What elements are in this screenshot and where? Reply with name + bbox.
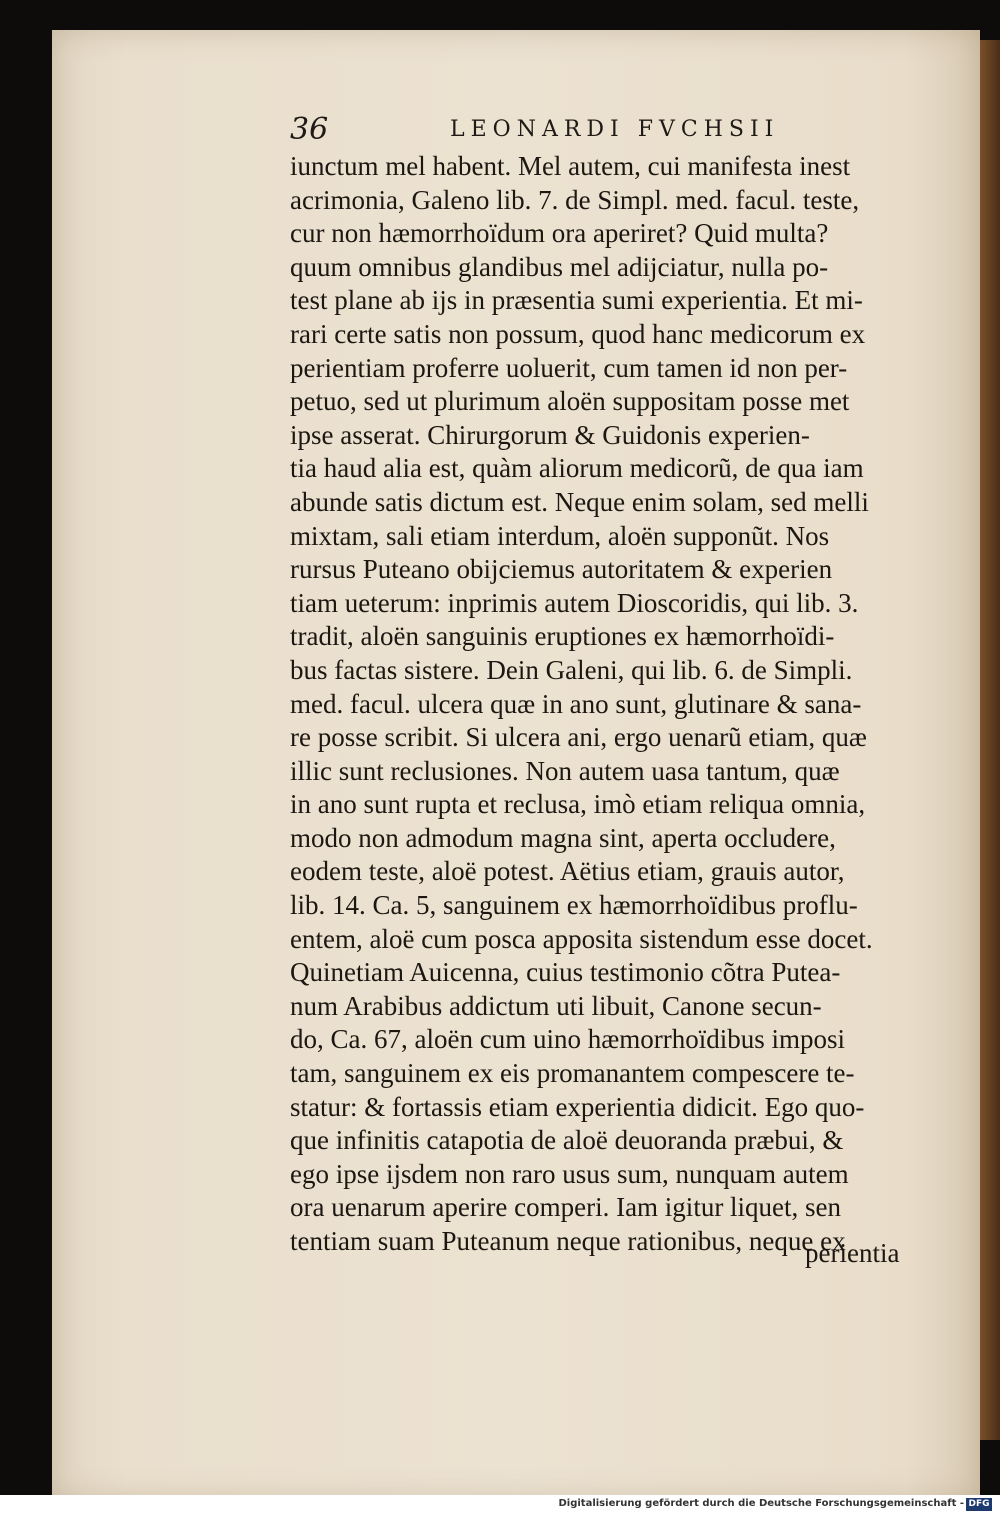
text-line: modo non admodum magna sint, aperta occludere,	[290, 822, 836, 853]
text-line: que infinitis catapotia de aloë deuoranda præbui, &	[290, 1125, 844, 1156]
text-line: tradit, aloën sanguinis eruptiones ex hæmorrhoïdi-	[290, 621, 835, 652]
text-line: bus factas sistere. Dein Galeni, qui lib. 6. de Simpli.	[290, 654, 853, 685]
text-line: abunde satis dictum est. Neque enim solam, sed melli	[290, 486, 869, 517]
text-line: rursus Puteano obijciemus autoritatem & experien	[290, 554, 833, 585]
text-line: acrimonia, Galeno lib. 7. de Simpl. med. facul. teste,	[290, 184, 860, 215]
text-line: ego ipse ijsdem non raro usus sum, nunquam autem	[290, 1158, 849, 1189]
text-line: entem, aloë cum posca apposita sistendum esse docet.	[290, 923, 873, 954]
text-line: med. facul. ulcera quæ in ano sunt, glutinare & sana-	[290, 688, 862, 719]
text-line: ora uenarum aperire comperi. Iam igitur liquet, sen	[290, 1192, 842, 1223]
running-title: LEONARDI FVCHSII	[450, 117, 780, 142]
page-number: 36	[290, 112, 329, 147]
text-line: mixtam, sali etiam interdum, aloën supponũt. Nos	[290, 520, 830, 551]
text-line: cur non hæmorrhoïdum ora aperiret? Quid multa?	[290, 218, 829, 249]
text-line: iunctum mel habent. Mel autem, cui manifesta inest	[290, 151, 851, 181]
text-line: lib. 14. Ca. 5, sanguinem ex hæmorrhoïdibus proflu-	[290, 890, 858, 921]
text-line: re posse scribit. Si ulcera ani, ergo uenarũ etiam, quæ	[290, 722, 867, 753]
text-line: statur: & fortassis etiam experientia didicit. Ego quo-	[290, 1091, 865, 1122]
text-line: illic sunt reclusiones. Non autem uasa tantum, quæ	[290, 755, 840, 786]
body-text	[290, 150, 930, 1259]
text-line: Quinetiam Auicenna, cuius testimonio cõtra Putea-	[290, 957, 841, 988]
text-line: in ano sunt rupta et reclusa, imò etiam reliqua omnia,	[290, 789, 866, 820]
text-line: do, Ca. 67, aloën cum uino hæmorrhoïdibus imposi	[290, 1024, 845, 1055]
text-line: quum omnibus glandibus mel adijciatur, nulla po-	[290, 251, 829, 282]
running-head	[290, 112, 920, 152]
dfg-logo: DFG	[966, 1498, 992, 1511]
book-edge	[980, 40, 1000, 1440]
text-line: tentiam suam Puteanum neque rationibus, neque ex	[290, 1226, 846, 1256]
text-line: tam, sanguinem ex eis promanantem compescere te-	[290, 1058, 855, 1089]
text-line: petuo, sed ut plurimum aloën suppositam posse met	[290, 386, 850, 417]
text-line: eodem teste, aloë potest. Aëtius etiam, grauis autor,	[290, 856, 845, 887]
text-line: ipse asserat. Chirurgorum & Guidonis experien-	[290, 419, 810, 450]
text-line: perientiam proferre uoluerit, cum tamen id non per-	[290, 352, 848, 383]
footer-credit: Digitalisierung gefördert durch die Deutsche Forschungsgemeinschaft -	[558, 1498, 964, 1509]
footer-bar	[0, 1495, 1000, 1515]
text-line: num Arabibus addictum uti libuit, Canone secun-	[290, 990, 822, 1021]
text-line: tiam ueterum: inprimis autem Dioscoridis, qui lib. 3.	[290, 587, 859, 618]
catchword: perientia	[805, 1238, 900, 1268]
text-line: tia haud alia est, quàm aliorum medicorũ, de qua iam	[290, 453, 864, 484]
text-line: test plane ab ijs in præsentia sumi experientia. Et mi-	[290, 285, 863, 316]
text-line: rari certe satis non possum, quod hanc medicorum ex	[290, 318, 866, 349]
